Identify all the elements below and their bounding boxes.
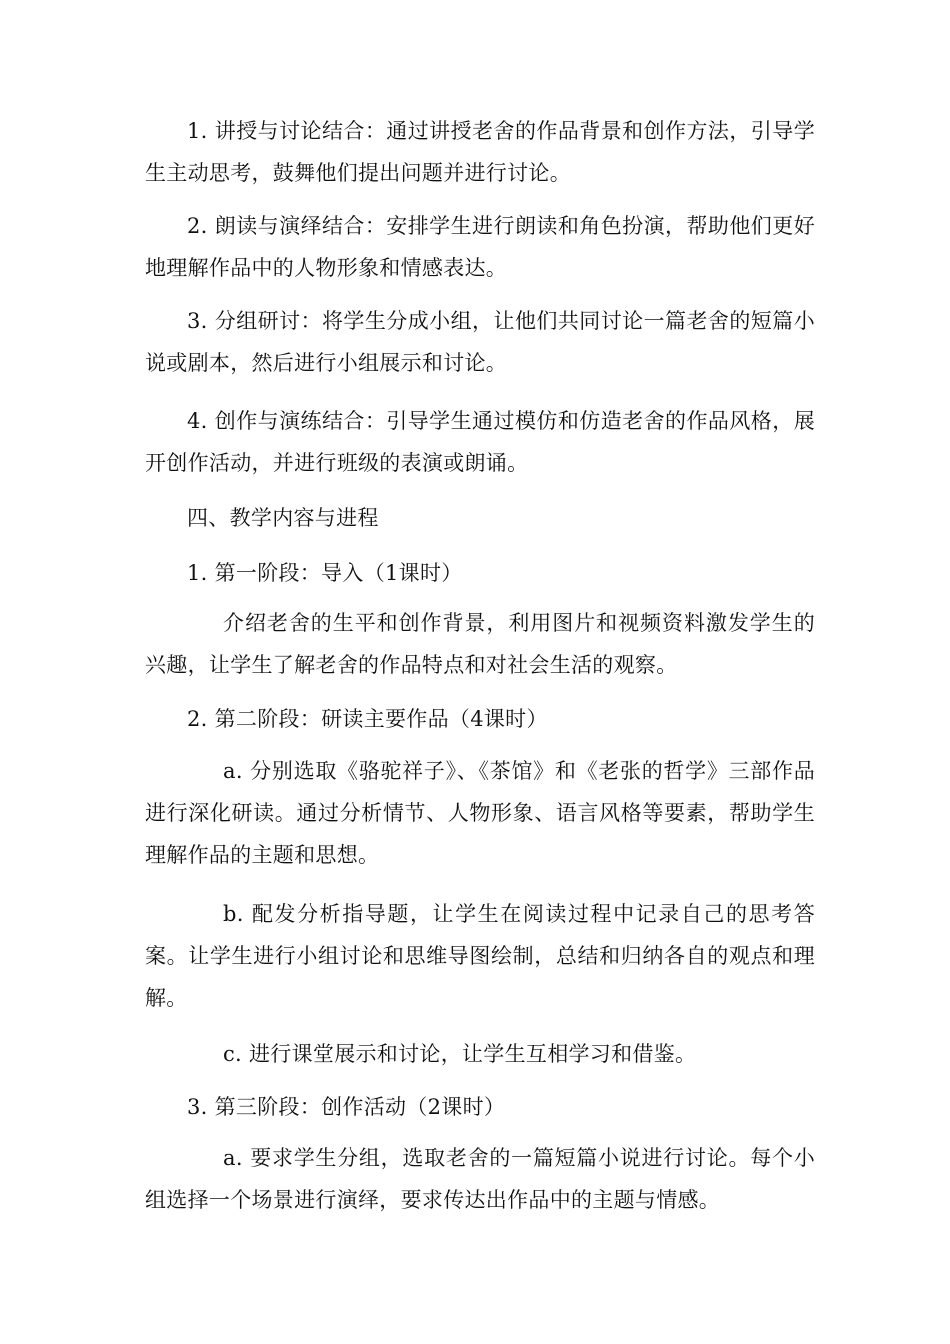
stage-2-heading: 2. 第二阶段：研读主要作品（4课时） bbox=[187, 707, 548, 731]
method-1-paragraph: 1. 讲授与讨论结合：通过讲授老舍的作品背景和创作方法，引导学生主动思考，鼓舞他们提出问题并进行讨论。 bbox=[145, 119, 815, 185]
stage-2-c-paragraph: c. 进行课堂展示和讨论，让学生互相学习和借鉴。 bbox=[223, 1042, 697, 1066]
stage-3-a-paragraph: a. 要求学生分组，选取老舍的一篇短篇小说进行讨论。每个小组选择一个场景进行演绎，要求传达出作品中的主题与情感。 bbox=[145, 1146, 815, 1212]
method-2-paragraph: 2. 朗读与演绎结合：安排学生进行朗读和角色扮演，帮助他们更好地理解作品中的人物形象和情感表达。 bbox=[145, 214, 815, 280]
stage-2-b-paragraph: b. 配发分析指导题，让学生在阅读过程中记录自己的思考答案。让学生进行小组讨论和思维导图绘制，总结和归纳各自的观点和理解。 bbox=[145, 902, 815, 1010]
section-4-heading: 四、教学内容与进程 bbox=[187, 506, 379, 530]
stage-3-heading: 3. 第三阶段：创作活动（2课时） bbox=[187, 1095, 506, 1119]
stage-1-heading: 1. 第一阶段：导入（1课时） bbox=[187, 561, 463, 585]
method-3-paragraph: 3. 分组研讨：将学生分成小组，让他们共同讨论一篇老舍的短篇小说或剧本，然后进行小组展示和讨论。 bbox=[145, 309, 815, 375]
stage-1-body-paragraph: 介绍老舍的生平和创作背景，利用图片和视频资料激发学生的兴趣，让学生了解老舍的作品特点和对社会生活的观察。 bbox=[145, 611, 815, 677]
stage-2-a-paragraph: a. 分别选取《骆驼祥子》、《茶馆》和《老张的哲学》三部作品进行深化研读。通过分析情节、人物形象、语言风格等要素，帮助学生理解作品的主题和思想。 bbox=[145, 759, 815, 867]
method-4-paragraph: 4. 创作与演练结合：引导学生通过模仿和仿造老舍的作品风格，展开创作活动，并进行班级的表演或朗诵。 bbox=[145, 409, 815, 475]
